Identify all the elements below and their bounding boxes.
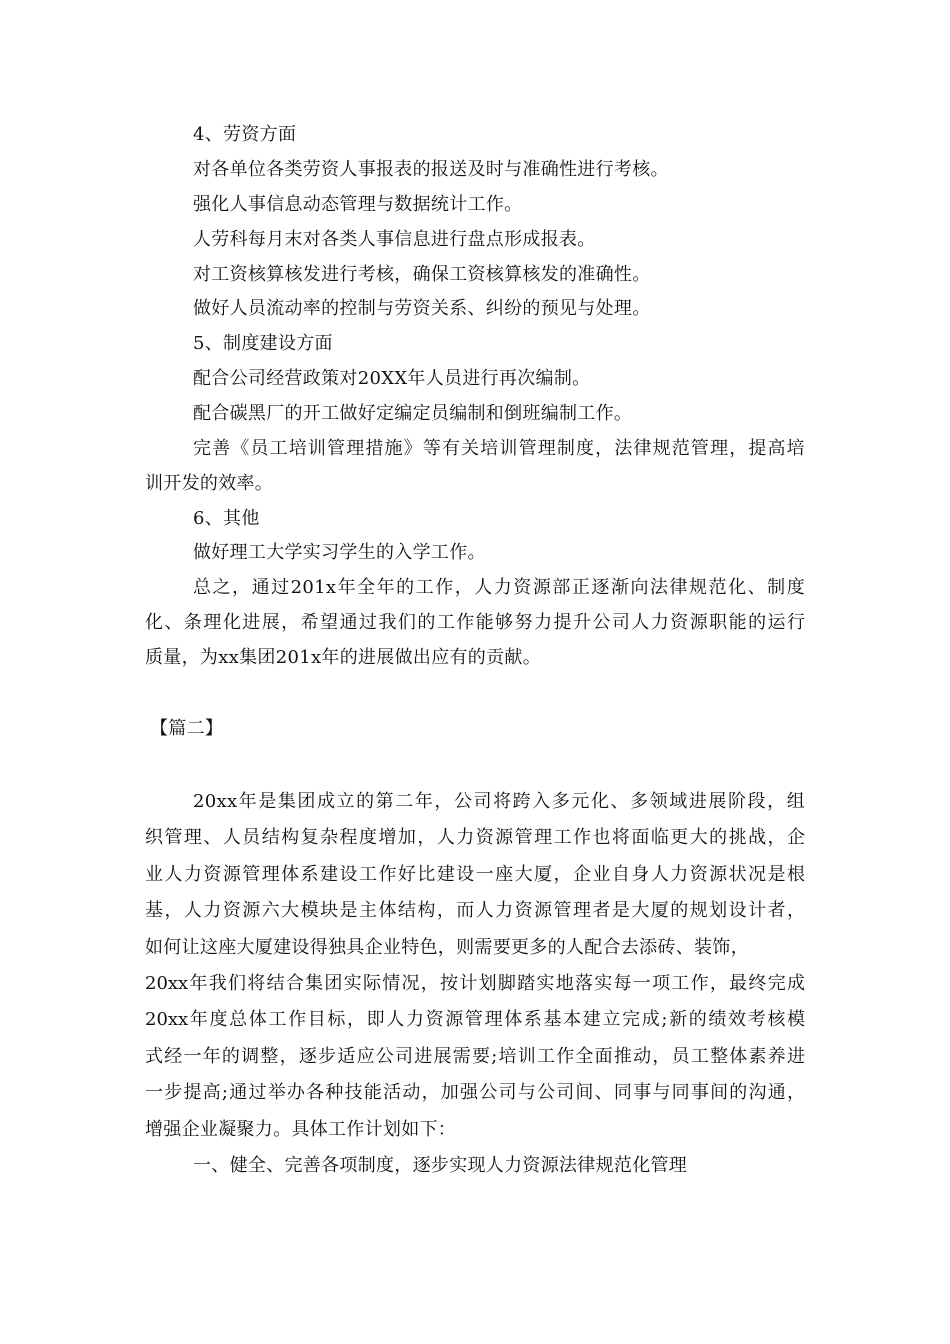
subheading: 一、健全、完善各项制度，逐步实现人力资源法律规范化管理: [193, 1155, 688, 1176]
intro-line: 一步提高;通过举办各种技能活动，加强公司与公司间、同事与同事间的沟通，: [145, 1082, 805, 1103]
heading-labor: 4、劳资方面: [193, 124, 297, 145]
labor-item: 做好人员流动率的控制与劳资关系、纠纷的预见与处理。: [193, 298, 651, 319]
labor-item: 对各单位各类劳资人事报表的报送及时与准确性进行考核。: [193, 159, 669, 180]
system-item-paragraph-line: 完善《员工培训管理措施》等有关培训管理制度，法律规范管理，提高培: [193, 438, 805, 459]
other-item: 做好理工大学实习学生的入学工作。: [193, 542, 486, 563]
intro-line: 式经一年的调整，逐步适应公司进展需要;培训工作全面推动，员工整体素养进: [145, 1046, 805, 1067]
summary-line: 总之，通过201x年全年的工作，人力资源部正逐渐向法律规范化、制度: [193, 577, 805, 598]
heading-other: 6、其他: [193, 508, 260, 529]
intro-line: 基，人力资源六大模块是主体结构，而人力资源管理者是大厦的规划设计者，: [145, 900, 805, 921]
intro-line: 20xx年度总体工作目标，即人力资源管理体系基本建立完成;新的绩效考核模: [145, 1009, 805, 1030]
system-item-paragraph-line: 训开发的效率。: [145, 473, 274, 494]
intro-line: 20xx年我们将结合集团实际情况，按计划脚踏实地落实每一项工作，最终完成: [145, 973, 805, 994]
heading-system: 5、制度建设方面: [193, 333, 333, 354]
labor-item: 人劳科每月末对各类人事信息进行盘点形成报表。: [193, 229, 596, 250]
labor-item: 对工资核算核发进行考核，确保工资核算核发的准确性。: [193, 264, 651, 285]
intro-line: 如何让这座大厦建设得独具企业特色，则需要更多的人配合去添砖、装饰，: [145, 937, 749, 958]
intro-line: 业人力资源管理体系建设工作好比建设一座大厦，企业自身人力资源状况是根: [145, 864, 805, 885]
intro-line: 20xx年是集团成立的第二年，公司将跨入多元化、多领域进展阶段，组: [193, 791, 805, 812]
summary-line: 化、条理化进展，希望通过我们的工作能够努力提升公司人力资源职能的运行: [145, 612, 805, 633]
intro-line: 增强企业凝聚力。具体工作计划如下：: [145, 1119, 457, 1140]
labor-item: 强化人事信息动态管理与数据统计工作。: [193, 194, 523, 215]
summary-line: 质量，为xx集团201x年的进展做出应有的贡献。: [145, 647, 542, 668]
section-tag: 【篇二】: [150, 718, 224, 739]
system-item: 配合碳黑厂的开工做好定编定员编制和倒班编制工作。: [193, 403, 633, 424]
system-item: 配合公司经营政策对20XX年人员进行再次编制。: [193, 368, 591, 389]
intro-line: 织管理、人员结构复杂程度增加，人力资源管理工作也将面临更大的挑战，企: [145, 827, 805, 848]
